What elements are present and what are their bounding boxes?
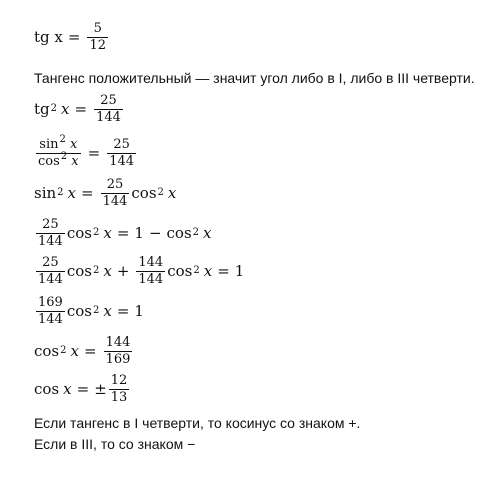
equation-cos-squared: cos $^2$ x = $\frac{144}{169}$ bbox=[34, 335, 131, 367]
denominator-cos2x bbox=[36, 150, 81, 169]
constant-one: 1 bbox=[134, 224, 144, 242]
equals-sign: = bbox=[67, 28, 81, 46]
var-x: x bbox=[70, 342, 79, 360]
equation-sin-over-cos bbox=[34, 133, 138, 169]
note-third-quadrant: Если в III, то со знаком − bbox=[34, 436, 196, 452]
func-cos: cos bbox=[34, 342, 60, 360]
numerator: 25 bbox=[106, 177, 124, 192]
denominator: 13 bbox=[110, 390, 128, 405]
numerator: 5 bbox=[93, 21, 102, 36]
func-cos: cos bbox=[66, 224, 92, 242]
fraction-144-144 bbox=[136, 256, 165, 287]
fraction-sin2-cos2 bbox=[36, 133, 81, 169]
plus-sign: + bbox=[116, 262, 130, 280]
equation-tangent-given bbox=[34, 22, 110, 53]
fraction-25-144 bbox=[94, 94, 123, 125]
func-sin: sin bbox=[34, 184, 57, 202]
fraction-25-144 bbox=[36, 256, 65, 287]
func-cos: cos bbox=[131, 184, 157, 202]
func-cos: cos bbox=[38, 154, 60, 169]
equation-common-denominator: $\frac{25}{144}$ cos $^2$ x + $\frac{144}{144}$ cos $^2$ x = 1 bbox=[38, 255, 245, 287]
var-x: x bbox=[70, 137, 78, 152]
plus-minus-sign: ± bbox=[94, 380, 107, 398]
denominator: 12 bbox=[89, 38, 106, 53]
note-quadrant: Тангенс положительный — значит угол либо в I, либо в III четверти. bbox=[34, 70, 475, 86]
equation-cos-result bbox=[34, 374, 131, 405]
var-x: x bbox=[103, 224, 112, 242]
lhs-tg-x: tg x bbox=[34, 28, 63, 46]
func-sin: sin bbox=[39, 137, 59, 152]
power: 2 bbox=[60, 150, 68, 162]
denominator: 144 bbox=[38, 272, 63, 287]
var-x: x bbox=[203, 262, 213, 280]
func-cos: cos bbox=[34, 380, 60, 398]
equation-substitution: $\frac{25}{144}$ cos $^2$ x = 1 − cos $^2$ x bbox=[38, 217, 212, 249]
denominator: 144 bbox=[109, 154, 135, 169]
equals-sign: = bbox=[74, 100, 88, 118]
equals-sign: = bbox=[116, 302, 130, 320]
numerator: 12 bbox=[110, 373, 128, 388]
denominator: 169 bbox=[105, 352, 131, 367]
constant-one: 1 bbox=[134, 302, 144, 320]
equals-sign: = bbox=[116, 224, 130, 242]
denominator: 144 bbox=[138, 272, 164, 287]
var-x: x bbox=[71, 154, 79, 169]
equation-sin-squared: sin $^2$ x = $\frac{25}{144}$ cos $^2$ x bbox=[34, 177, 177, 209]
numerator: 144 bbox=[105, 335, 131, 350]
equals-sign: = bbox=[76, 380, 90, 398]
equation-tangent-squared: tg $^2$ x = $\frac{25}{144}$ bbox=[34, 93, 121, 125]
fraction-25-144 bbox=[101, 178, 130, 209]
var-x: x bbox=[203, 224, 212, 242]
numerator: 25 bbox=[42, 255, 59, 270]
var-x: x bbox=[67, 184, 76, 202]
func-cos: cos bbox=[166, 224, 192, 242]
equation-combined: $\frac{169}{144}$ cos $^2$ x = 1 bbox=[38, 295, 144, 327]
func-tg: tg bbox=[34, 100, 50, 118]
fraction-25-144 bbox=[107, 138, 136, 169]
numerator: 169 bbox=[38, 295, 63, 310]
func-cos: cos bbox=[66, 262, 92, 280]
var-x: x bbox=[61, 100, 70, 118]
constant-one: 1 bbox=[234, 262, 245, 280]
func-cos: cos bbox=[66, 302, 92, 320]
fraction-25-144 bbox=[36, 218, 65, 249]
denominator: 144 bbox=[38, 312, 63, 327]
equals-sign: = bbox=[83, 342, 97, 360]
note-first-quadrant: Если тангенс в I четверти, то косинус со знаком +. bbox=[34, 415, 361, 431]
denominator: 144 bbox=[96, 110, 121, 125]
var-x: x bbox=[63, 380, 72, 398]
fraction-144-169 bbox=[104, 336, 133, 367]
power: 2 bbox=[59, 133, 66, 145]
numerator: 144 bbox=[138, 255, 164, 270]
equals-sign: = bbox=[87, 144, 101, 162]
fraction-5-12 bbox=[87, 22, 108, 53]
var-x: x bbox=[103, 262, 112, 280]
denominator: 144 bbox=[102, 194, 128, 209]
fraction-12-13 bbox=[109, 374, 130, 405]
var-x: x bbox=[167, 184, 177, 202]
numerator: 25 bbox=[113, 137, 130, 152]
denominator: 144 bbox=[38, 234, 63, 249]
equals-sign: = bbox=[217, 262, 230, 280]
numerator: 25 bbox=[42, 217, 59, 232]
numerator-sin2x bbox=[37, 133, 79, 152]
func-cos: cos bbox=[167, 262, 193, 280]
var-x: x bbox=[103, 302, 112, 320]
numerator: 25 bbox=[100, 93, 117, 108]
minus-sign: − bbox=[148, 224, 162, 242]
fraction-169-144 bbox=[36, 296, 65, 327]
equals-sign: = bbox=[81, 184, 94, 202]
